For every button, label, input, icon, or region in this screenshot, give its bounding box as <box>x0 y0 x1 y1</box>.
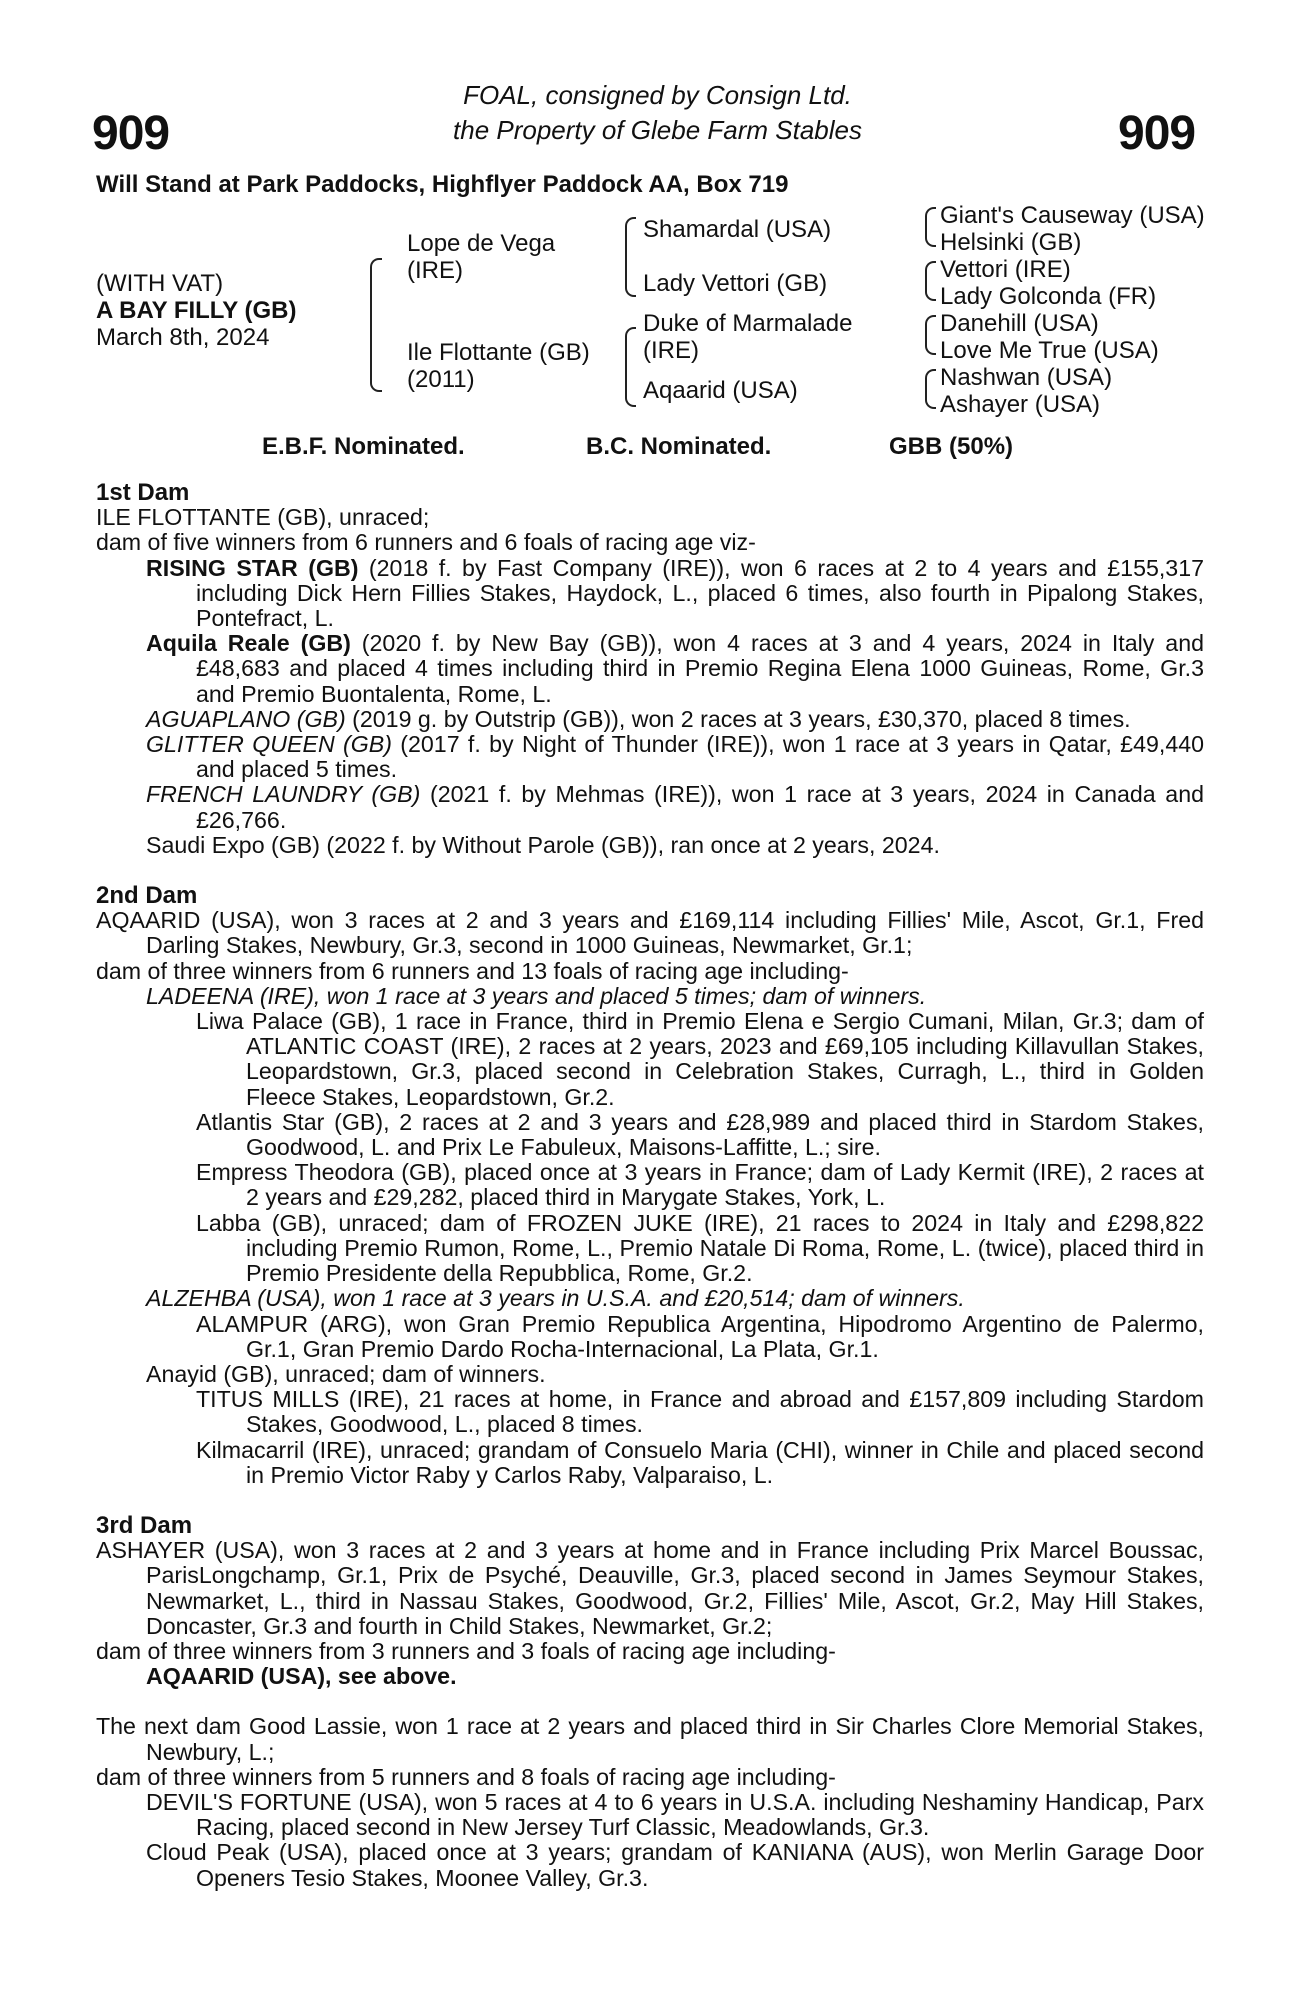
gen3-2: Helsinki (GB) <box>940 229 1082 256</box>
gen3-8: Ashayer (USA) <box>940 391 1101 418</box>
gen3-7: Nashwan (USA) <box>940 364 1113 391</box>
brace-gen3-1 <box>925 207 936 247</box>
produce-entry: Labba (GB), unraced; dam of FROZEN JUKE (IRE), 21 races to 2024 in Italy and £298,822 including Premio Rumon, Rome, L., Premio Natale Di Roma, Rome, L. (twice), placed third in Premio Presidente della Repubblica, Rome, Gr.2. <box>196 1209 1204 1287</box>
gen3-4: Lady Golconda (FR) <box>940 283 1157 310</box>
dam-line1: Ile Flottante (GB) <box>407 339 590 366</box>
next-dam-line: The next dam Good Lassie, won 1 race at 2 years and placed third in Sir Charles Clore Memorial Stakes, Newbury, L.; <box>96 1713 1204 1765</box>
ebf-nomination: E.B.F. Nominated. <box>262 433 465 460</box>
runner-entry: FRENCH LAUNDRY (GB) (2021 f. by Mehmas (IRE)), won 1 race at 3 years, 2024 in Canada and £26,766. <box>146 781 1204 833</box>
produce-entry: Empress Theodora (GB), placed once at 3 years in France; dam of Lady Kermit (IRE), 2 races at 2 years and £29,282, placed third in Marygate Stakes, York, L. <box>196 1159 1204 1211</box>
next-dam-record: dam of three winners from 5 runners and 8 foals of racing age including- <box>96 1763 836 1790</box>
brace-gen3-2 <box>925 261 936 301</box>
dam-sire <box>643 310 852 364</box>
sire-line2: (IRE) <box>407 257 463 284</box>
dam-name <box>407 339 590 393</box>
consignor-line: FOAL, consigned by Consign Ltd. <box>463 80 852 110</box>
produce-entry: ALAMPUR (ARG), won Gran Premio Republica Argentina, Hipodromo Argentino de Palermo, Gr.1, Gran Premio Dardo Rocha-Internacional, La Plata, Gr.1. <box>196 1310 1204 1362</box>
sire-sire: Shamardal (USA) <box>643 216 832 243</box>
dam-sire-line2: (IRE) <box>643 337 699 364</box>
third-dam-heading: 3rd Dam <box>96 1511 193 1539</box>
second-dam-heading: 2nd Dam <box>96 882 198 910</box>
gen3-1: Giant's Causeway (USA) <box>940 202 1205 229</box>
runner-entry: Aquila Reale (GB) (2020 f. by New Bay (GB)), won 4 races at 3 and 4 years, 2024 in Italy and £48,683 and placed 4 times including third in Premio Regina Elena 1000 Guineas, Rome, Gr.3 and Premio Buontalenta, Rome, L. <box>146 630 1204 707</box>
stand-location: Will Stand at Park Paddocks, Highflyer Paddock AA, Box 719 <box>96 171 789 198</box>
produce-entry: Liwa Palace (GB), 1 race in France, third in Premio Elena e Sergio Cumani, Milan, Gr.3; dam of ATLANTIC COAST (IRE), 2 races at 2 years, 2023 and £69,105 including Killavullan Stakes, Leopardstown, Gr.3, placed second in Celebration Stakes, Curragh, L., third in Golden Fleece Stakes, Leopardstown, Gr.2. <box>196 1008 1204 1110</box>
first-dam-heading: 1st Dam <box>96 479 190 506</box>
lot-number-left: 909 <box>92 107 170 160</box>
bc-nomination: B.C. Nominated. <box>586 433 772 460</box>
foaling-date: March 8th, 2024 <box>96 324 270 351</box>
first-dam-record: dam of five winners from 6 runners and 6 foals of racing age viz- <box>96 529 756 556</box>
sire-line1: Lope de Vega <box>407 230 556 257</box>
lot-number-right: 909 <box>1118 107 1196 160</box>
runner-entry: Saudi Expo (GB) (2022 f. by Without Parole (GB)), ran once at 2 years, 2024. <box>146 831 940 858</box>
gbb-note: GBB (50%) <box>889 433 1014 460</box>
produce-entry: TITUS MILLS (IRE), 21 races at home, in France and abroad and £157,809 including Stardom Stakes, Goodwood, L., placed 8 times. <box>196 1386 1204 1438</box>
produce-entry: Atlantis Star (GB), 2 races at 2 and 3 years and £28,989 and placed third in Stardom Stakes, Goodwood, L. and Prix Le Fabuleux, Maisons-Laffitte, L.; sire. <box>196 1108 1204 1161</box>
sire-dam: Lady Vettori (GB) <box>643 270 828 297</box>
gen3-3: Vettori (IRE) <box>940 256 1071 283</box>
runner-entry: AGUAPLANO (GB) (2019 g. by Outstrip (GB)), won 2 races at 3 years, £30,370, placed 8 times. <box>146 705 1131 732</box>
dam-line2: (2011) <box>407 366 475 393</box>
sire-name <box>407 230 555 284</box>
first-dam-line: ILE FLOTTANTE (GB), unraced; <box>96 504 430 531</box>
dam-dam: Aqaarid (USA) <box>643 377 798 404</box>
subject-name: A BAY FILLY (GB) <box>96 297 297 324</box>
gen3-5: Danehill (USA) <box>940 310 1099 337</box>
brace-gen3-4 <box>925 369 936 409</box>
produce-entry: AQAARID (USA), see above. <box>146 1663 457 1690</box>
brace-subject <box>370 258 382 392</box>
dam-sire-line1: Duke of Marmalade <box>643 310 853 337</box>
produce-entry: Cloud Peak (USA), placed once at 3 years; grandam of KANIANA (AUS), won Merlin Garage Door Openers Tesio Stakes, Moonee Valley, Gr.3. <box>146 1839 1204 1891</box>
gen3-6: Love Me True (USA) <box>940 337 1159 364</box>
brace-gen3-3 <box>925 315 936 355</box>
consignor-block <box>0 78 1315 148</box>
produce-entry: Kilmacarril (IRE), unraced; grandam of Consuelo Maria (CHI), winner in Chile and placed second in Premio Victor Raby y Carlos Raby, Valparaiso, L. <box>196 1436 1204 1488</box>
runner-entry: RISING STAR (GB) (2018 f. by Fast Company (IRE)), won 6 races at 2 to 4 years and £155,317 including Dick Hern Fillies Stakes, Haydock, L., placed 6 times, also fourth in Pipalong Stakes, Pontefract, L. <box>146 554 1204 632</box>
brace-sire <box>625 217 636 297</box>
vat-note: (WITH VAT) <box>96 270 224 297</box>
second-dam-line: AQAARID (USA), won 3 races at 2 and 3 years and £169,114 including Fillies' Mile, Ascot, Gr.1, Fred Darling Stakes, Newbury, Gr.3, second in 1000 Guineas, Newmarket, Gr.1; <box>96 907 1204 959</box>
produce-entry: Anayid (GB), unraced; dam of winners. <box>146 1360 546 1387</box>
produce-entry: DEVIL'S FORTUNE (USA), won 5 races at 4 to 6 years in U.S.A. including Neshaminy Handicap, Parx Racing, placed second in New Jersey Turf Classic, Meadowlands, Gr.3. <box>146 1788 1204 1841</box>
runner-entry: GLITTER QUEEN (GB) (2017 f. by Night of Thunder (IRE)), won 1 race at 3 years in Qatar, £49,440 and placed 5 times. <box>146 731 1205 783</box>
catalogue-body <box>96 480 1204 1891</box>
brace-dam <box>625 327 636 407</box>
second-dam-record: dam of three winners from 6 runners and 13 foals of racing age including- <box>96 957 849 984</box>
produce-entry: ALZEHBA (USA), won 1 race at 3 years in U.S.A. and £20,514; dam of winners. <box>146 1285 965 1312</box>
third-dam-record: dam of three winners from 3 runners and 3 foals of racing age including- <box>96 1637 836 1664</box>
produce-entry: LADEENA (IRE), won 1 race at 3 years and placed 5 times; dam of winners. <box>146 982 927 1009</box>
property-line: the Property of Glebe Farm Stables <box>453 115 862 145</box>
third-dam-line: ASHAYER (USA), won 3 races at 2 and 3 years at home and in France including Prix Marcel Boussac, ParisLongchamp, Gr.1, Prix de Psyché, Deauville, Gr.3, placed second in James Seymour Stakes, Newmarket, L., third in Nassau Stakes, Goodwood, Gr.2, Fillies' Mile, Ascot, Gr.2, May Hill Stakes, Doncaster, Gr.3 and fourth in Child Stakes, Newmarket, Gr.2; <box>96 1537 1204 1639</box>
